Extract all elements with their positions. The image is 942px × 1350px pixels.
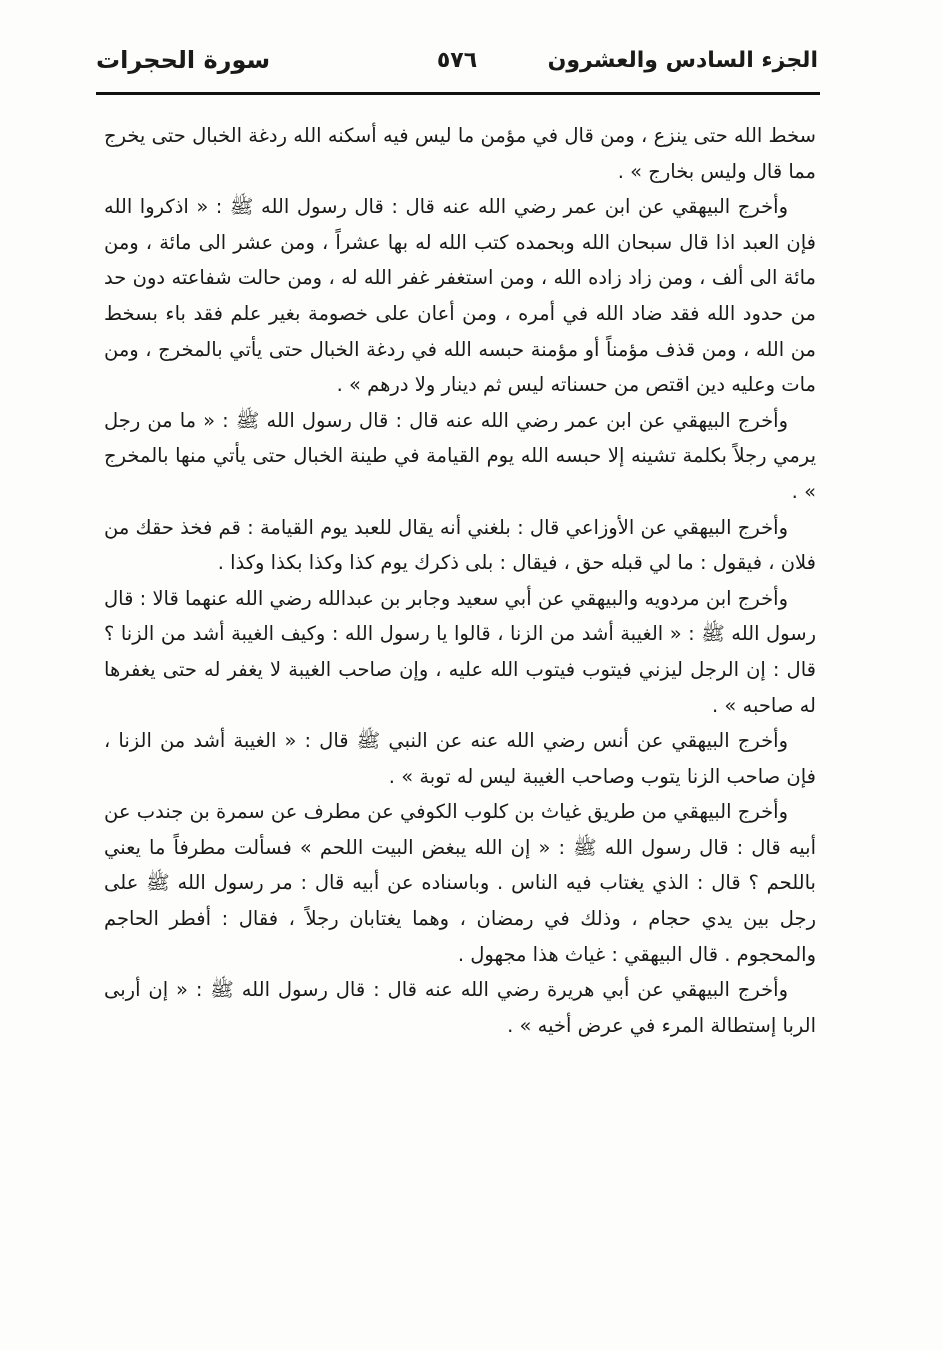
paragraph: سخط الله حتى ينزع ، ومن قال في مؤمن ما ليس فيه أسكنه الله ردغة الخبال حتى يخرج مما قال وليس بخارج » . xyxy=(104,124,816,183)
paragraph: وأخرج البيهقي عن أنس رضي الله عنه عن النبي ﷺ قال : « الغيبة أشد من الزنا ، فإن صاحب الزنا يتوب وصاحب الغيبة ليس له توبة » . xyxy=(104,729,816,788)
part-title: الجزء السادس والعشرون xyxy=(547,48,818,73)
page-header xyxy=(96,40,818,90)
paragraph: وأخرج البيهقي عن الأوزاعي قال : بلغني أنه يقال للعبد يوم القيامة : قم فخذ حقك من فلان ، فيقول : ما لي قبله حق ، فيقال : بلى ذكرك يوم كذا وكذا بكذا وكذا . xyxy=(104,515,816,575)
paragraph: وأخرج البيهقي عن ابن عمر رضي الله عنه قال : قال رسول الله ﷺ : « ما من رجل يرمي رجلاً بكلمة تشينه إلا حبسه الله يوم القيامة في طينة الخبال حتى يأتي منها بالمخرج » . xyxy=(104,408,816,503)
paragraph: وأخرج البيهقي من طريق غياث بن كلوب الكوفي عن مطرف عن سمرة بن جندب عن أبيه قال : قال رسول الله ﷺ : « إن الله يبغض البيت اللحم » فسألت مطرفاً ما يعني باللحم ؟ قال : الذي يغتاب فيه الناس . وباسناده عن أبيه قال : مر رسول الله ﷺ على رجل بين يدي حجام ، وذلك في رمضان ، وهما يغتابان رجلاً ، فقال : أفطر الحاجم والمحجوم . قال البيهقي : غياث هذا مجهول . xyxy=(104,800,816,966)
page-number: ٥٧٦ xyxy=(436,48,478,73)
page-body xyxy=(104,118,816,1043)
paragraph: وأخرج ابن مردويه والبيهقي عن أبي سعيد وجابر بن عبدالله رضي الله عنهما قالا : قال رسول الله ﷺ : « الغيبة أشد من الزنا ، قالوا يا رسول الله : وكيف الغيبة أشد من الزنا ؟ قال : إن الرجل ليزني فيتوب فيتوب الله عليه ، وإن صاحب الغيبة لا يغفر له حتى يغفرها له صاحبه » . xyxy=(104,586,816,717)
paragraph: وأخرج البيهقي عن ابن عمر رضي الله عنه قال : قال رسول الله ﷺ : « اذكروا الله فإن العبد اذا قال سبحان الله وبحمده كتب الله له بها عشراً ، ومن عشر الى مائة ، ومن مائة الى ألف ، ومن زاد زاده الله ، ومن استغفر غفر الله له ، ومن حالت شفاعته دون حد من حدود الله فقد ضاد الله في أمره ، ومن أعان على خصومة بغير علم فقد باء بسخط من الله ، ومن قذف مؤمناً أو مؤمنة حبسه الله في ردغة الخبال حتى يأتي بالمخرج ، ومن مات وعليه دين اقتص من حسناته ليس ثم دينار ولا درهم » . xyxy=(104,195,816,397)
surah-title: سورة الحجرات xyxy=(96,46,271,74)
header-divider xyxy=(96,92,820,95)
paragraph: وأخرج البيهقي عن أبي هريرة رضي الله عنه قال : قال رسول الله ﷺ : « إن أربى الربا إستطالة المرء في عرض أخيه » . xyxy=(104,978,816,1037)
